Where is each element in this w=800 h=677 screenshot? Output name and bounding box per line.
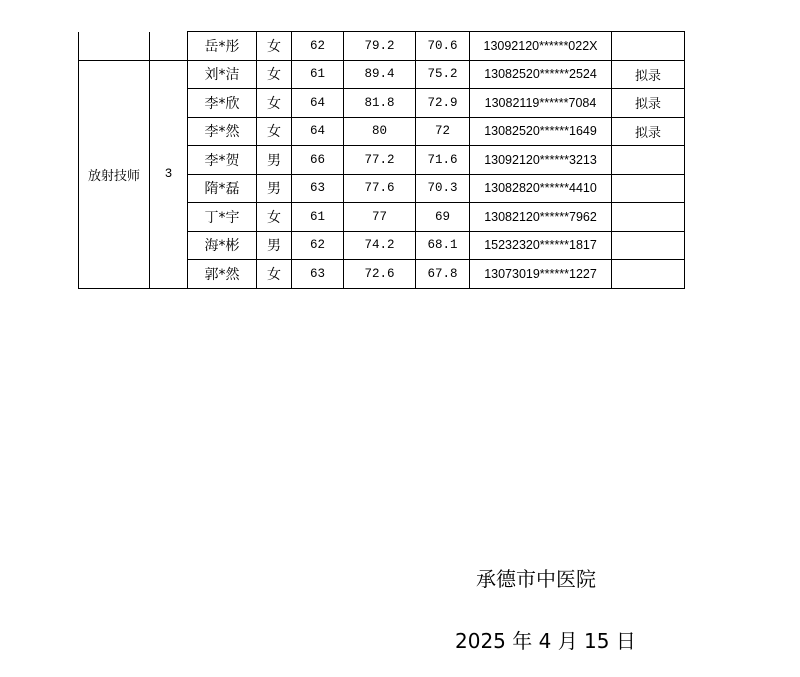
admission-status [612, 146, 685, 175]
id-number: 13092120******022X [470, 32, 612, 61]
position-cell: 放射技师 [79, 60, 150, 288]
interview-score: 81.8 [344, 89, 416, 118]
id-number: 13082520******1649 [470, 117, 612, 146]
interview-score: 77 [344, 203, 416, 232]
candidate-name: 郭*然 [188, 260, 257, 289]
candidate-gender: 女 [257, 117, 292, 146]
quota-cell-empty [150, 32, 188, 61]
total-score: 70.6 [416, 32, 470, 61]
candidate-gender: 女 [257, 89, 292, 118]
written-score: 62 [292, 32, 344, 61]
candidate-gender: 女 [257, 260, 292, 289]
admission-status [612, 174, 685, 203]
total-score: 68.1 [416, 231, 470, 260]
written-score: 64 [292, 89, 344, 118]
results-table [78, 31, 685, 289]
candidate-name: 岳*彤 [188, 32, 257, 61]
candidate-gender: 男 [257, 146, 292, 175]
position-cell-empty [79, 32, 150, 61]
id-number: 13082820******4410 [470, 174, 612, 203]
written-score: 62 [292, 231, 344, 260]
interview-score: 72.6 [344, 260, 416, 289]
candidate-name: 刘*洁 [188, 60, 257, 89]
id-number: 13082520******2524 [470, 60, 612, 89]
id-number: 13082120******7962 [470, 203, 612, 232]
candidate-gender: 男 [257, 231, 292, 260]
admission-status [612, 32, 685, 61]
candidate-name: 丁*宇 [188, 203, 257, 232]
id-number: 13082119******7084 [470, 89, 612, 118]
total-score: 67.8 [416, 260, 470, 289]
table-row [79, 32, 685, 61]
interview-score: 79.2 [344, 32, 416, 61]
admission-status [612, 260, 685, 289]
id-number: 15232320******1817 [470, 231, 612, 260]
total-score: 69 [416, 203, 470, 232]
total-score: 72.9 [416, 89, 470, 118]
issuing-organization: 承德市中医院 [476, 567, 596, 591]
admission-status: 拟录 [612, 89, 685, 118]
admission-status [612, 231, 685, 260]
written-score: 63 [292, 174, 344, 203]
total-score: 75.2 [416, 60, 470, 89]
written-score: 61 [292, 203, 344, 232]
candidate-gender: 女 [257, 60, 292, 89]
candidate-name: 李*欣 [188, 89, 257, 118]
written-score: 66 [292, 146, 344, 175]
issue-date: 2025 年 4 月 15 日 [455, 629, 636, 653]
interview-score: 74.2 [344, 231, 416, 260]
admission-status [612, 203, 685, 232]
interview-score: 89.4 [344, 60, 416, 89]
admission-status: 拟录 [612, 117, 685, 146]
candidate-gender: 女 [257, 32, 292, 61]
table-row [79, 60, 685, 89]
written-score: 63 [292, 260, 344, 289]
candidate-name: 海*彬 [188, 231, 257, 260]
candidate-name: 隋*磊 [188, 174, 257, 203]
interview-score: 80 [344, 117, 416, 146]
id-number: 13092120******3213 [470, 146, 612, 175]
candidate-name: 李*然 [188, 117, 257, 146]
candidate-gender: 女 [257, 203, 292, 232]
interview-score: 77.6 [344, 174, 416, 203]
candidate-gender: 男 [257, 174, 292, 203]
written-score: 64 [292, 117, 344, 146]
total-score: 71.6 [416, 146, 470, 175]
total-score: 70.3 [416, 174, 470, 203]
quota-cell: 3 [150, 60, 188, 288]
admission-status: 拟录 [612, 60, 685, 89]
total-score: 72 [416, 117, 470, 146]
written-score: 61 [292, 60, 344, 89]
candidate-name: 李*贺 [188, 146, 257, 175]
id-number: 13073019******1227 [470, 260, 612, 289]
interview-score: 77.2 [344, 146, 416, 175]
